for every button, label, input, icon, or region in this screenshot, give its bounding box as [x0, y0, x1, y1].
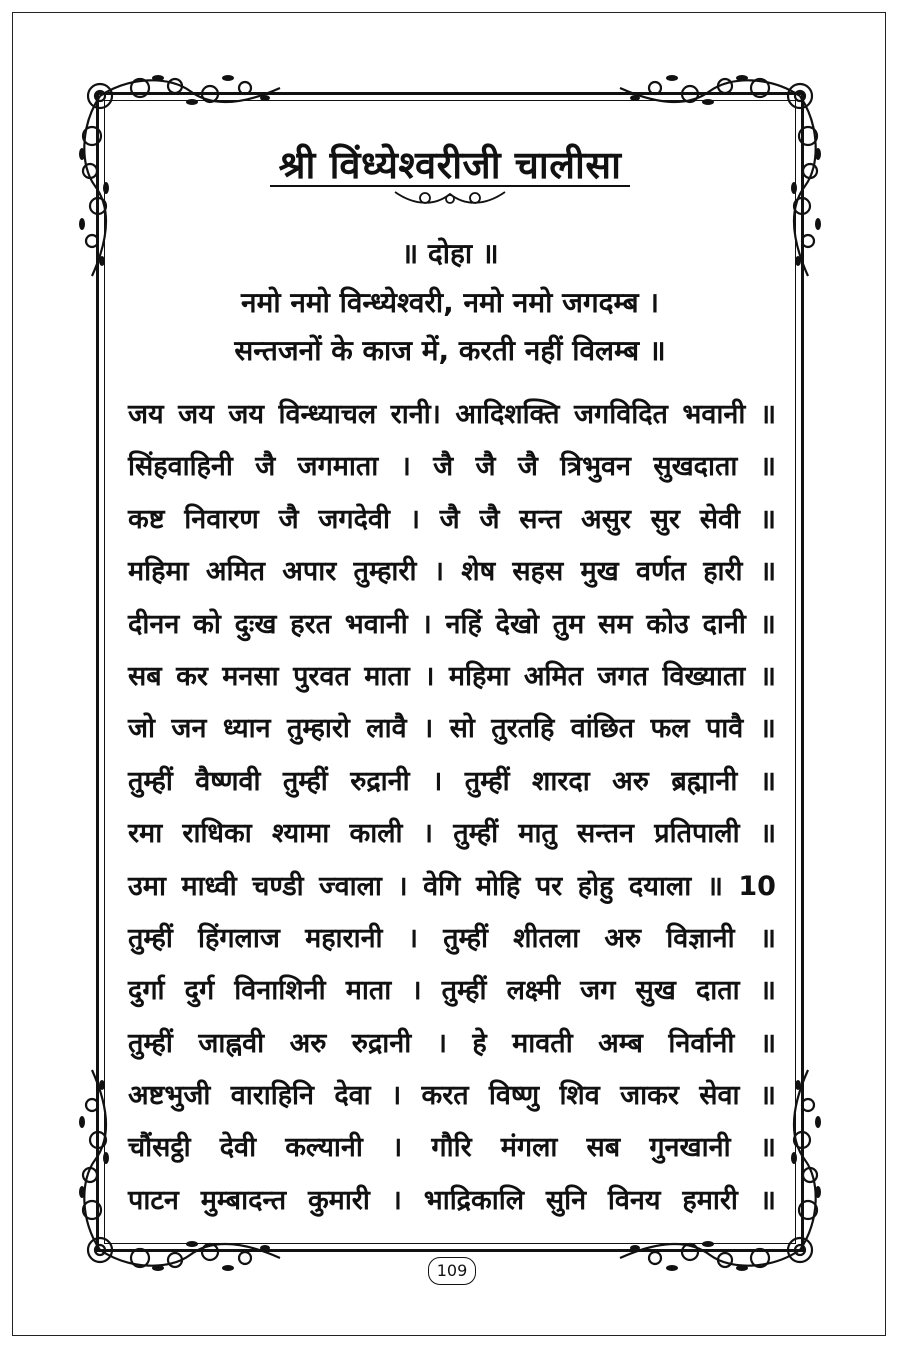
verse-word: जै	[278, 503, 299, 535]
verse-word: सब	[128, 660, 162, 692]
verse-word: वर्णत	[636, 556, 686, 588]
verse-word: अमित	[523, 660, 584, 692]
verse-word: ॥	[759, 765, 776, 797]
verse-word: अमित	[205, 556, 266, 588]
verse-word: जगविदित	[573, 399, 668, 430]
verse-line	[128, 1128, 776, 1180]
verse-word: ।	[411, 975, 422, 1007]
verse-word: माता	[345, 975, 392, 1007]
doha-line: नमो नमो विन्ध्येश्वरी, नमो नमो जगदम्ब ।	[241, 286, 659, 319]
verse-word: माता	[364, 660, 410, 692]
verse-line	[128, 1024, 776, 1076]
verse-word: कष्ट	[128, 503, 165, 535]
verse-word: जाह्नवी	[198, 1027, 265, 1059]
verse-word: तुम्हीं	[128, 922, 173, 954]
verse-word: ध्यान	[222, 713, 271, 745]
verse-word: जाकर	[620, 1080, 679, 1112]
verse-word: सुर	[650, 503, 680, 535]
verse-line	[128, 1181, 776, 1233]
verse-word: ॥	[706, 870, 723, 902]
verse-word: मातु	[518, 818, 557, 850]
verse-word: जगमाता	[297, 451, 379, 483]
verse-word: जय	[178, 399, 214, 430]
verse-line	[128, 709, 776, 761]
verse-word: ॥	[759, 922, 776, 954]
doha-line: सन्तजनों के काज में, करती नहीं विलम्ब ॥	[234, 334, 666, 367]
verse-word: देखो	[495, 608, 540, 640]
verse-word: तुम्हारो	[286, 713, 350, 745]
verse-word: लावै	[366, 713, 407, 745]
verse-word: ।	[407, 922, 418, 954]
verse-line	[128, 919, 776, 971]
verse-word: जै	[433, 451, 454, 483]
verse-word: कल्यानी	[285, 1132, 363, 1164]
verse-word: लक्ष्मी	[506, 975, 561, 1007]
verse-word: हमारी	[682, 1184, 738, 1216]
verse-word: निवारण	[184, 503, 259, 535]
verse-word: हरत	[290, 608, 332, 640]
verse-word: जन	[171, 713, 207, 745]
verse-word: कोउ	[646, 608, 689, 640]
verse-word: शिव	[559, 1080, 600, 1112]
verse-word: ।	[391, 1184, 402, 1216]
verse-word: दुःख	[234, 608, 277, 640]
verse-word: ।	[392, 1132, 403, 1164]
verse-word: सहस	[512, 556, 564, 588]
verse-word: तुम्हीं	[453, 818, 499, 850]
page-title: श्री विंध्येश्वरीजी चालीसा	[278, 143, 622, 187]
verse-word: ।	[397, 870, 408, 902]
verse-word: शारदा	[532, 765, 590, 797]
verse-word: हे	[472, 1027, 487, 1059]
verse-word: विनय	[607, 1184, 661, 1216]
verse-word: विनाशिनी	[234, 975, 326, 1007]
verse-word: ॥	[759, 503, 776, 535]
verse-word: जगदेवी	[318, 503, 390, 535]
verse-word: रुद्रानी	[350, 765, 410, 797]
verse-word: ।	[400, 451, 411, 483]
verse-word: विख्याता	[662, 660, 746, 692]
verse-word: ।	[436, 1027, 447, 1059]
verse-word: वेगि	[423, 870, 461, 902]
verse-word: पावै	[705, 713, 744, 745]
verse-word: ॥	[759, 1080, 776, 1112]
verse-word: ॥	[759, 399, 776, 430]
verse-word: मंगला	[500, 1132, 558, 1164]
verse-word: दानी	[702, 608, 746, 640]
verse-word: जै	[517, 451, 538, 483]
verse-word: सेवा	[699, 1080, 740, 1112]
verse-word: सुखदाता	[653, 451, 738, 483]
verse-word: ॥	[759, 1184, 776, 1216]
verse-word: सन्तन	[577, 818, 634, 850]
verse-word: रुद्रानी	[351, 1027, 412, 1059]
verse-word: दुर्गा	[128, 975, 165, 1007]
verse-word: जै	[475, 451, 496, 483]
verse-word: कर	[176, 660, 208, 692]
verse-word: फल	[650, 713, 690, 745]
verse-word: अम्ब	[598, 1027, 643, 1059]
verse-word: सेवी	[699, 503, 740, 535]
verse-word: शेष	[461, 556, 496, 588]
verse-word: हारी	[703, 556, 743, 588]
verse-word: जय	[128, 399, 164, 430]
verse-word: सुख	[635, 975, 676, 1007]
verse-word: वांछित	[570, 713, 635, 745]
verse-word: माध्वी	[181, 870, 237, 902]
verse-word: ॥	[759, 818, 776, 850]
verse-word: जै	[439, 503, 460, 535]
verse-word: मावती	[512, 1027, 573, 1059]
verse-word: राधिका	[182, 818, 252, 850]
verse-word: भवानी	[682, 399, 746, 430]
verse-word: नहिं	[445, 608, 482, 640]
verse-word: गौरि	[431, 1132, 472, 1164]
verse-line	[128, 867, 776, 919]
verse-word: देवी	[219, 1132, 257, 1164]
verse-word: जय	[228, 399, 265, 430]
verse-word: महिमा	[128, 556, 189, 588]
verse-word: रमा	[128, 818, 163, 850]
verse-word: ।	[424, 660, 435, 692]
verse-word: मुम्बादन्त	[200, 1184, 287, 1216]
verse-word: महारानी	[305, 922, 383, 954]
verse-word: ।	[390, 1080, 402, 1112]
verse-word: आदिशक्ति	[455, 399, 560, 430]
verse-word: ॥	[759, 451, 776, 483]
verse-word: ।	[432, 765, 443, 797]
verse-line	[128, 447, 776, 499]
verse-line	[128, 605, 776, 657]
verse-line	[128, 552, 776, 604]
verse-word: दुर्ग	[184, 975, 215, 1007]
verse-word: ॥	[759, 975, 776, 1007]
verse-word: अरु	[289, 1027, 327, 1059]
verse-word: ।	[409, 503, 420, 535]
verse-word: जै	[479, 503, 500, 535]
verse-word: तुम्हीं	[443, 922, 488, 954]
verse-word: विष्णु	[488, 1080, 540, 1112]
verse-word: भाद्रिकालि	[423, 1184, 525, 1216]
verse-word: ॥	[759, 1132, 776, 1164]
verse-word: उमा	[128, 870, 166, 902]
verse-word: पाटन	[128, 1184, 179, 1216]
verse-word: सिंहवाहिनी	[128, 451, 233, 483]
verse-word: रानी।	[390, 399, 441, 430]
verse-word: सुनि	[545, 1184, 587, 1216]
verse-word: त्रिभुवन	[560, 451, 632, 483]
verse-word: सम	[598, 608, 633, 640]
verse-line	[128, 1076, 776, 1128]
verse-word: जग	[580, 975, 616, 1007]
verse-word: तुम्हारी	[353, 556, 417, 588]
verse-word: अरु	[604, 922, 642, 954]
verse-word: सन्त	[519, 503, 562, 535]
verse-word: मनसा	[222, 660, 279, 692]
verse-word: निर्वानी	[668, 1027, 735, 1059]
verse-word: विज्ञानी	[666, 922, 735, 954]
verse-word: विन्ध्याचल	[278, 399, 377, 430]
title-flourish-icon	[385, 186, 515, 210]
verse-list	[128, 395, 776, 1233]
verse-word: ब्रह्मानी	[671, 765, 738, 797]
verse-word: अपार	[282, 556, 337, 588]
verse-word: ॥	[759, 660, 776, 692]
verse-word: ॥	[759, 608, 776, 640]
verse-line	[128, 395, 776, 447]
verse-word: चण्डी	[252, 870, 304, 902]
verse-word: पुरवत	[293, 660, 350, 692]
verse-word: अरु	[612, 765, 649, 797]
verse-word: भवानी	[344, 608, 408, 640]
verse-word: वाराहिनि	[230, 1080, 315, 1112]
verse-word: गुनखानी	[649, 1132, 731, 1164]
verse-word: काली	[349, 818, 403, 850]
verse-word: देवा	[334, 1080, 371, 1112]
verse-line	[128, 500, 776, 552]
verse-word: जगत	[597, 660, 649, 692]
verse-word: चौंसट्ठी	[128, 1132, 191, 1164]
verse-word: तुम्हीं	[282, 765, 328, 797]
verse-line	[128, 971, 776, 1023]
verse-word: करत	[421, 1080, 469, 1112]
verse-word: दीनन	[128, 608, 180, 640]
verse-word: जो	[128, 713, 156, 745]
verse-word: श्यामा	[272, 818, 330, 850]
verse-word: मोहि	[475, 870, 521, 902]
verse-word: वैष्णवी	[195, 765, 261, 797]
verse-word: तुम्हीं	[128, 1027, 173, 1059]
verse-word: ।	[422, 713, 434, 745]
verse-word: अष्टभुजी	[128, 1080, 211, 1112]
verse-word: शीतला	[513, 922, 580, 954]
verse-word: ॥	[759, 713, 776, 745]
verse-word: 10	[738, 870, 776, 902]
verse-word: को	[193, 608, 221, 640]
verse-word: ।	[422, 818, 433, 850]
verse-line	[128, 762, 776, 814]
verse-word: तुम्हीं	[464, 765, 510, 797]
verse-word: कुमारी	[307, 1184, 370, 1216]
verse-word: हिंगलाज	[198, 922, 280, 954]
verse-word: मुख	[580, 556, 619, 588]
verse-word: दयाला	[628, 870, 692, 902]
verse-word: सब	[586, 1132, 621, 1164]
verse-word: तुम्हीं	[441, 975, 487, 1007]
verse-word: महिमा	[448, 660, 510, 692]
verse-line	[128, 657, 776, 709]
verse-word: ।	[433, 556, 444, 588]
verse-word: तुम	[552, 608, 585, 640]
verse-word: होहु	[577, 870, 614, 902]
verse-word: सो	[449, 713, 475, 745]
verse-word: असुर	[580, 503, 631, 535]
verse-word: ॥	[759, 556, 776, 588]
verse-word: ॥	[759, 1027, 776, 1059]
verse-word: तुम्हीं	[128, 765, 173, 797]
verse-word: जै	[255, 451, 276, 483]
doha-heading: ॥ दोहा ॥	[401, 237, 499, 270]
verse-word: ।	[421, 608, 432, 640]
verse-word: तुरतहि	[491, 713, 555, 745]
page-number: 109	[428, 1257, 476, 1285]
verse-word: दाता	[695, 975, 740, 1007]
verse-word: पर	[535, 870, 563, 902]
verse-word: ज्वाला	[319, 870, 382, 902]
verse-word: प्रतिपाली	[654, 818, 740, 850]
verse-line	[128, 814, 776, 866]
